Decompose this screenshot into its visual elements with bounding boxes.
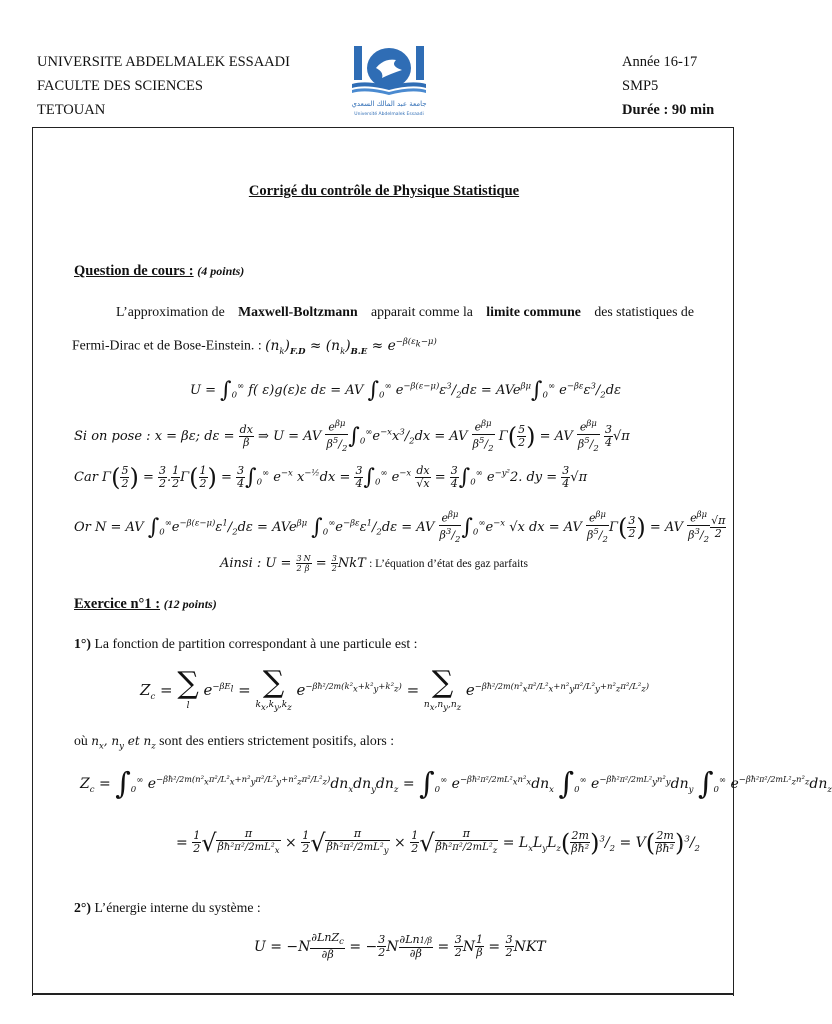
frame-bottom-rule xyxy=(32,993,734,995)
equation-partition-sum: $Z_c$ = ∑ l $e^{-\beta E_l}$ = ∑ $k_x,k_y,k_z$ $e^{-\beta ħ^2/2m(k^2_x+k^2_y+k^2_z)}$ = ∑ $n_x,n_y,n_z$ $e^{-\beta ħ^2/2m(n^2_x\pi^2/L^2_x+n^2_y\pi^2/L^2_y+n^2_z\pi^2/L^2_z)}$ xyxy=(140,665,650,713)
equation-particle-number: Or N = AV $\int_0^\infty e^{-\beta(\varepsilon-\mu)}\varepsilon^1/_2d\varepsilon = AVe^{\beta\mu}$ $\int_0^\infty e^{-\beta\varepsilon}\varepsilon^1/_2d\varepsilon$ = AV $\frac{e^{\beta\mu}}{\beta^3/_2}$ $\int_0^\infty e^{-x}$ √x dx = AV $\frac{e^{\beta\mu}}{\beta^5/_2}$ Γ( $\frac{3}{2}$ ) = AV $\frac{e^{\beta\mu}}{\beta^3/_2}$ $\frac{√\pi}{2}$ xyxy=(74,510,726,545)
svg-text:جامعة عبد المالك السعدي: جامعة عبد المالك السعدي xyxy=(351,100,427,108)
question-2-text: 2°) L’énergie interne du système : xyxy=(74,900,261,915)
equation-internal-energy: $U = \int_0^\infty$ f( ε)g(ε)ε dε = AV $\int_0^\infty$ $e^{-\beta(\varepsilon-\mu)}\varepsilon^3/_2d\varepsilon = AVe^{\beta\mu}\int_0^\infty$ $e^{-\beta\varepsilon}\varepsilon^3/_2d\varepsilon$ xyxy=(190,378,621,403)
institution-block xyxy=(37,50,290,122)
question-intro-line-1: L’approximation de Maxwell-Boltzmann apparait comme la limite commune des statistiques de xyxy=(116,304,694,319)
university-logo xyxy=(346,40,432,118)
equation-internal-energy-derivative: U = −N $\frac{\partial LnZ_c}{\partial\beta}$ = − $\frac{3}{2}$ N $\frac{\partial Ln1/\beta}{\partial\beta}$ = $\frac{3}{2}$ N $\frac{1}{\beta}$ = $\frac{3}{2}$ NKT xyxy=(254,931,546,962)
city-name: TETOUAN xyxy=(37,102,106,118)
exercise-heading: Exercice n°1 : (12 points) xyxy=(74,596,217,612)
equation-partition-result: = $\frac{1}{2}$ √ $\frac{\pi}{\beta ħ^2\pi^2/2mL^2_x}$ × $\frac{1}{2}$ √ $\frac{\pi}{\beta ħ^2\pi^2/2mL^2_y}$ × $\frac{1}{2}$ √ $\frac{\pi}{\beta ħ^2\pi^2/2mL^2_z}$ = $L_xL_yL_z$( $\frac{2m}{\text{βħ²}}$ )$^3/_2 = V$( $\frac{2m}{\text{βħ²}}$ )$^3/_2$ xyxy=(176,827,700,857)
faculty-name: FACULTE DES SCIENCES xyxy=(37,78,203,94)
svg-text:Université Abdelmalek Essaadi: Université Abdelmalek Essaadi xyxy=(354,112,424,117)
integer-note: où $n_x$, $n_y$ et $n_z$ sont des entiers strictement positifs, alors : xyxy=(74,733,395,752)
question-1-text: 1°) La fonction de partition correspondant à une particule est : xyxy=(74,636,418,651)
equation-gamma: Car Γ( $\frac{5}{2}$ ) = $\frac{3}{2}$ . $\frac{1}{2}$ Γ( $\frac{1}{2}$ ) = $\frac{3}{4}$ $\int_0^\infty$ $e^{-x}$ $x^{-\frac{1}{2}}dx$ = $\frac{3}{4}$ $\int_0^\infty$ $e^{-x}$ $\frac{dx}{√x}$ = $\frac{3}{4}$ $\int_0^\infty$ $e^{-y^2}2$. dy = $\frac{3}{4}$ √π xyxy=(74,463,588,491)
equation-ideal-gas: Ainsi : U = $\frac{3}{2}$ $\frac{N}{\beta}$ = $\frac{3}{2}$ NkT : L’équation d’état des gaz parfaits xyxy=(220,554,528,573)
program: SMP5 xyxy=(622,78,659,94)
duration: Durée : 90 min xyxy=(622,102,715,118)
question-heading: Question de cours : (4 points) xyxy=(74,263,245,279)
academic-year: Année 16-17 xyxy=(622,54,698,70)
university-name: UNIVERSITE ABDELMALEK ESSAADI xyxy=(37,54,290,70)
equation-partition-integral: $Z_c = \int_0^\infty$ $e^{-\beta ħ^2/2m(n^2_x\pi^2/L^2_x+n^2_y\pi^2/L^2_y+n^2_z\pi^2/L^2_z)}dn_xdn_ydn_z = \int_0^\infty$ $e^{-\beta ħ^2\pi^2/2mL^2_xn^2_x}dn_x$ $\int_0^\infty$ $e^{-\beta ħ^2\pi^2/2mL^2_yn^2_y}dn_y$ $\int_0^\infty$ $e^{-\beta ħ^2\pi^2/2mL^2_zn^2_z}dn_z$ xyxy=(80,766,832,801)
equation-substitution: Si on pose : x = βε; dε = $\frac{dx}{\beta}$ ⇒ U = AV $\frac{e^{\beta\mu}}{\beta^5/_2}$ $\int_0^\infty e^{-x}x^3/_2dx$ = AV $\frac{e^{\beta\mu}}{\beta^5/_2}$ Γ( $\frac{5}{2}$ ) = AV $\frac{e^{\beta\mu}}{\beta^5/_2}$ $\frac{3}{4}$ √π xyxy=(74,419,630,454)
question-intro-line-2: Fermi-Dirac et de Bose-Einstein. : $(n_k)_{F.D} \approx (n_k)_{B.E} \approx e^{-\beta(\varepsilon_k-\mu)}$ xyxy=(72,337,437,357)
document-title: Corrigé du contrôle de Physique Statistique xyxy=(248,183,520,199)
session-block xyxy=(622,50,714,122)
